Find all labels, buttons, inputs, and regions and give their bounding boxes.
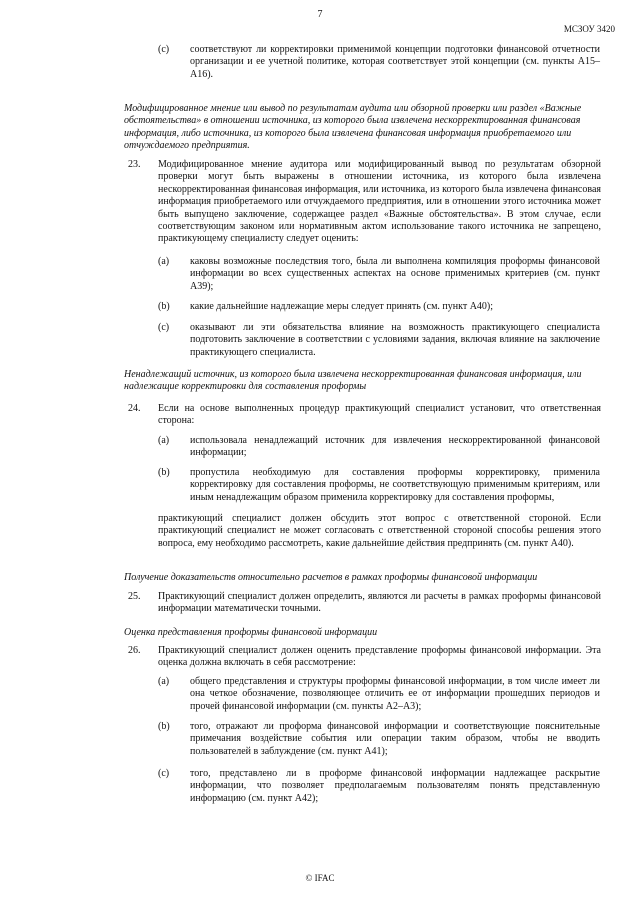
- footer-copyright: © IFAC: [305, 873, 335, 883]
- paragraph-number: (b): [158, 467, 170, 478]
- paragraph-text: оказывают ли эти обязательства влияние на возможность практикующего специалиста подготовить заключение в соответствии с условиями задания, включая влияние на заключение практикующего специалиста.: [190, 322, 600, 358]
- paragraph-number: 23.: [128, 159, 141, 170]
- paragraph-number: (a): [158, 676, 170, 687]
- section-heading: Оценка представления проформы финансовой информации: [124, 627, 378, 638]
- paragraph-number: 24.: [128, 403, 141, 414]
- page-number: 7: [317, 9, 323, 20]
- section-heading: Получение доказательств относительно расчетов в рамках проформы финансовой информации: [124, 572, 538, 583]
- paragraph-text: пропустила необходимую для составления проформы корректировку, применила корректировку для составления проформы, не соответствующую применимым критериям, или иным ненадлежащим образом применила корректировку для составления проформы,: [190, 467, 600, 503]
- paragraph-text: практикующий специалист должен обсудить этот вопрос с ответственной стороной. Если практикующий специалист не может согласовать с ответственной стороной способы решения этого вопроса, ему необходимо рассмотреть, какие дальнейшие действия предпринять (см. пункт А40).: [158, 513, 601, 549]
- paragraph-number: (c): [158, 322, 170, 333]
- paragraph-number: (c): [158, 44, 170, 55]
- paragraph-text: Если на основе выполненных процедур практикующий специалист установит, что ответственная сторона:: [158, 403, 601, 427]
- paragraph-text: какие дальнейшие надлежащие меры следует принять (см. пункт А40);: [190, 301, 494, 312]
- paragraph-text: Модифицированное мнение аудитора или модифицированный вывод по результатам обзорной проверки могут быть выражены в отношении источника, из которого была извлечена нескорректированная финансовая информация, или источника, из которого была извлечена финансовая информация приобретаемого или отчуждаемого предприятия, или в отношении этого источника может быть выпущено заключение, содержащее раздел «Важные обстоятельства». В этом случае, если соответствующим законом или нормативным актом использование такого источника не запрещено, практикующему специалисту следует оценить:: [158, 159, 601, 245]
- section-heading: Ненадлежащий источник, из которого была извлечена нескорректированная финансовая информация, или надлежащие корректировки для составления проформы: [124, 369, 582, 393]
- paragraph-text: Практикующий специалист должен определить, являются ли расчеты в рамках проформы финансовой информации математически точными.: [158, 591, 601, 615]
- section-heading: Модифицированное мнение или вывод по результатам аудита или обзорной проверки или раздел «Важные обстоятельства» в отношении источника, из которого была извлечена нескорректированная финансовая информация, либо источника, из которого была извлечена финансовая информация приобретаемого или отчуждаемого предприятия.: [124, 103, 582, 152]
- paragraph-text: использовала ненадлежащий источник для извлечения нескорректированной финансовой информации;: [190, 435, 600, 459]
- paragraph-text: соответствуют ли корректировки применимой концепции подготовки финансовой отчетности организации и ее учетной политике, которая соответствует этой концепции (см. пункты А15–А16).: [190, 44, 600, 80]
- paragraph-number: (c): [158, 768, 170, 779]
- paragraph-number: (b): [158, 721, 170, 732]
- paragraph-number: (b): [158, 301, 170, 312]
- paragraph-text: Практикующий специалист должен оценить представление проформы финансовой информации. Эта оценка должна включать в себя рассмотрение:: [158, 645, 601, 669]
- paragraph-text: общего представления и структуры проформы финансовой информации, в том числе имеет ли она четкое обозначение, позволяющее отличить ее от информации прошедших периодов и прочей финансовой информации (см. пункты А2–А3);: [190, 676, 600, 712]
- paragraph-number: (a): [158, 256, 170, 267]
- paragraph-number: (a): [158, 435, 170, 446]
- paragraph-number: 26.: [128, 645, 141, 656]
- paragraph-number: 25.: [128, 591, 141, 602]
- standard-code: МСЗОУ 3420: [563, 24, 615, 34]
- paragraph-text: того, представлено ли в проформе финансовой информации надлежащее раскрытие информации, что позволяет предполагаемым пользователям понять представленную информацию (см. пункт А42);: [190, 768, 600, 804]
- paragraph-text: каковы возможные последствия того, была ли выполнена компиляция проформы финансовой информации во всех существенных аспектах на основе применимых критериев (см. пункт А39);: [190, 256, 600, 292]
- paragraph-text: того, отражают ли проформа финансовой информации и соответствующие пояснительные примечания воздействие события или операции таким образом, чтобы не вводить пользователей в заблуждение (см. пункт А41);: [190, 721, 600, 757]
